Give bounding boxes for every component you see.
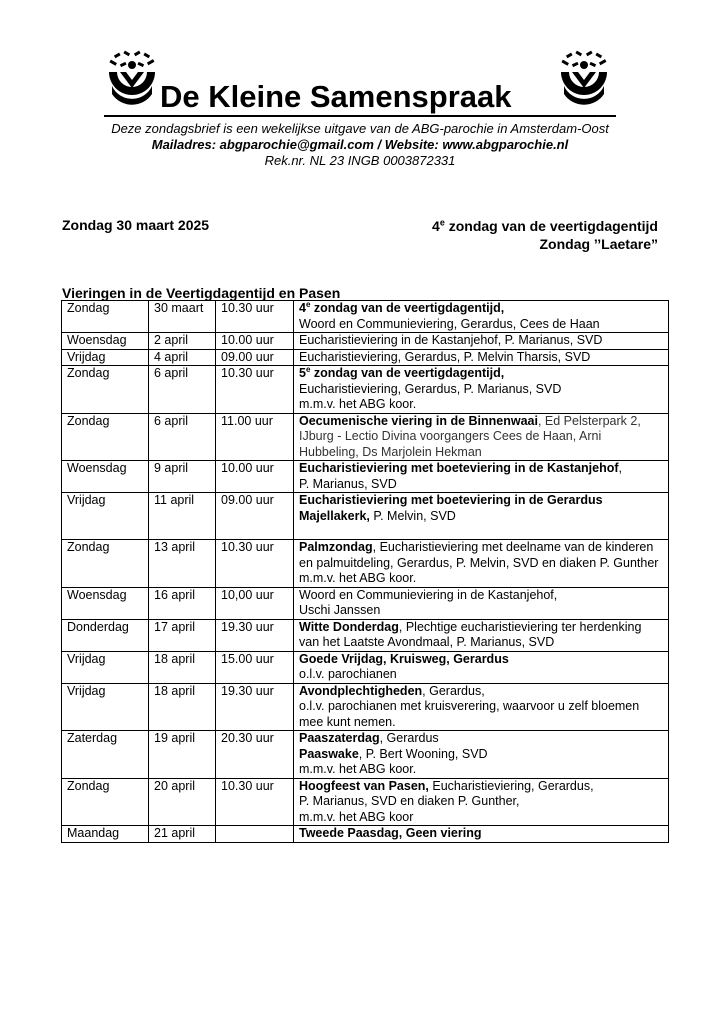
time-cell: 11.00 uur [216, 413, 294, 461]
parish-logo-icon [556, 50, 612, 108]
description-text: o.l.v. parochianen met kruisverering, waarvoor u zelf bloemen mee kunt nemen. [299, 699, 640, 729]
table-row [62, 651, 669, 683]
description-line [299, 366, 663, 382]
description-text: zondag van de veertigdagentijd, [310, 366, 505, 380]
description-text: Witte Donderdag [299, 619, 399, 634]
description-line [299, 382, 663, 398]
description-line: m.m.v. het ABG koor [299, 809, 414, 824]
date-cell: 21 april [149, 826, 216, 843]
date-cell: 30 maart [149, 301, 216, 333]
date-cell: 13 april [149, 540, 216, 588]
issue-date: Zondag 30 maart 2025 [62, 217, 210, 233]
date-cell: 2 april [149, 333, 216, 350]
day-cell: Maandag [62, 826, 149, 843]
description-text: Uschi Janssen [299, 603, 381, 617]
description-text: Hoogfeest van Pasen, [299, 778, 429, 793]
description-text: Paaswake [299, 746, 359, 761]
description-cell [294, 683, 669, 731]
table-row [62, 349, 669, 366]
date-cell: 20 april [149, 778, 216, 826]
description-text: Avondplechtigheden [299, 683, 423, 698]
day-cell: Zondag [62, 778, 149, 826]
title-underline [104, 115, 616, 117]
time-cell: 09.00 uur [216, 349, 294, 366]
description-text: 5 [299, 366, 306, 380]
table-row [62, 461, 669, 493]
description-line [299, 461, 663, 477]
sunday-title [432, 217, 658, 235]
day-cell: Zaterdag [62, 731, 149, 779]
description-line [299, 747, 663, 763]
description-line [299, 333, 663, 349]
description-line [299, 477, 663, 493]
description-line [299, 779, 663, 795]
description-line [299, 826, 663, 842]
description-cell [294, 778, 669, 826]
date-cell: 17 april [149, 619, 216, 651]
date-cell: 18 april [149, 651, 216, 683]
liturgical-sunday [432, 217, 658, 253]
description-line [299, 620, 663, 651]
description-cell [294, 493, 669, 540]
time-cell: 10.00 uur [216, 461, 294, 493]
description-text: , Eucharistieviering met deelname van de kinderen en palmuitdeling, Gerardus, P. Melvin, SVD en diaken P. Gunther [299, 540, 659, 570]
description-cell [294, 731, 669, 779]
contact-line: Mailadres: abgparochie@gmail.com / Website: www.abgparochie.nl [151, 137, 569, 152]
description-text: m.m.v. het ABG koor. [299, 571, 417, 585]
description-text: 4 [299, 301, 306, 315]
schedule-table [61, 300, 669, 843]
day-cell: Woensdag [62, 333, 149, 350]
time-cell: 10.30 uur [216, 366, 294, 414]
description-line [299, 540, 663, 571]
sunday-name: zondag van de veertigdagentijd [444, 218, 658, 234]
description-cell [294, 587, 669, 619]
table-row [62, 413, 669, 461]
description-text: Goede Vrijdag, Kruisweg, Gerardus [299, 651, 509, 666]
date-cell: 6 april [149, 366, 216, 414]
description-cell [294, 349, 669, 366]
day-cell: Zondag [62, 301, 149, 333]
day-cell: Woensdag [62, 587, 149, 619]
newsletter-subtitle: Deze zondagsbrief is een wekelijkse uitgave van de ABG-parochie in Amsterdam-Oost [111, 121, 609, 136]
time-cell: 15.00 uur [216, 651, 294, 683]
description-text: Palmzondag [299, 540, 373, 554]
table-row [62, 587, 669, 619]
description-text: Oecumenische viering in de Binnenwaai [299, 413, 538, 428]
description-line [299, 301, 663, 317]
time-cell: 19.30 uur [216, 619, 294, 651]
description-line [299, 794, 663, 810]
description-line [299, 667, 663, 683]
description-text: , P. Bert Wooning, SVD [358, 746, 488, 761]
description-text: Eucharistieviering in de Kastanjehof, P. Marianus, SVD [299, 333, 603, 347]
bank-account: Rek.nr. NL 23 INGB 0003872331 [264, 153, 456, 168]
description-text: zondag van de veertigdagentijd, [310, 301, 505, 315]
table-row [62, 333, 669, 350]
newsletter-title: De Kleine Samenspraak [160, 79, 512, 114]
description-text: Tweede Paasdag, Geen viering [299, 826, 482, 840]
description-text: Eucharistieviering, Gerardus, [428, 778, 594, 793]
time-cell: 09.00 uur [216, 493, 294, 540]
description-text: Woord en Communieviering, Gerardus, Cees de Haan [299, 316, 600, 331]
date-cell: 6 april [149, 413, 216, 461]
description-text: Paaszaterdag [299, 731, 380, 745]
date-cell: 18 april [149, 683, 216, 731]
description-cell [294, 301, 669, 333]
time-cell: 10.30 uur [216, 778, 294, 826]
day-cell: Donderdag [62, 619, 149, 651]
day-cell: Vrijdag [62, 651, 149, 683]
date-cell: 4 april [149, 349, 216, 366]
table-row [62, 366, 669, 414]
description-line [299, 603, 663, 619]
description-text: e [305, 299, 311, 309]
date-cell: 16 april [149, 587, 216, 619]
sunday-subtitle: Zondag ’’Laetare” [539, 236, 658, 252]
description-text: Eucharistieviering met boeteviering in de Kastanjehof [299, 461, 619, 475]
sunday-ordinal: e [439, 217, 445, 228]
description-line [299, 317, 663, 333]
time-cell: 10.30 uur [216, 301, 294, 333]
section-title: Vieringen in de Veertigdagentijd en Pasen [62, 285, 341, 301]
table-row [62, 778, 669, 826]
table-row [62, 540, 669, 588]
day-cell: Vrijdag [62, 493, 149, 540]
description-line [299, 350, 663, 366]
parish-logo-icon [104, 50, 160, 108]
time-cell: 20.30 uur [216, 731, 294, 779]
description-line [299, 731, 663, 747]
description-text: , Ed Pelsterpark 2, IJburg - Lectio Divina voorgangers Cees de Haan, Arni Hubbeling, Ds Marjolein Hekman [299, 413, 641, 459]
date-cell: 19 april [149, 731, 216, 779]
description-text: , Gerardus, [422, 683, 485, 698]
date-cell: 11 april [149, 493, 216, 540]
day-cell: Zondag [62, 413, 149, 461]
table-row [62, 493, 669, 540]
time-cell: 10.30 uur [216, 540, 294, 588]
table-row [62, 826, 669, 843]
description-cell [294, 366, 669, 414]
description-line [299, 684, 663, 700]
table-row [62, 619, 669, 651]
day-cell: Vrijdag [62, 683, 149, 731]
description-line [299, 652, 663, 668]
description-line [299, 493, 663, 524]
description-text: , Gerardus [379, 731, 439, 745]
description-text: Eucharistieviering, Gerardus, P. Marianus, SVD [299, 381, 562, 396]
description-text: P. Melvin, SVD [369, 508, 456, 523]
description-cell [294, 461, 669, 493]
sunday-number: 4 [432, 218, 440, 234]
description-line [299, 571, 663, 587]
description-line: m.m.v. het ABG koor. [299, 762, 417, 776]
description-cell [294, 826, 669, 843]
description-cell [294, 413, 669, 461]
description-line [299, 588, 663, 604]
description-cell [294, 540, 669, 588]
description-cell [294, 619, 669, 651]
description-text: e [305, 364, 311, 374]
time-cell [216, 826, 294, 843]
description-text: Eucharistieviering met boeteviering in de Gerardus Majellakerk, [299, 493, 603, 523]
day-cell: Vrijdag [62, 349, 149, 366]
time-cell: 10.00 uur [216, 333, 294, 350]
description-cell [294, 651, 669, 683]
day-cell: Woensdag [62, 461, 149, 493]
date-cell: 9 april [149, 461, 216, 493]
description-text: P. Marianus, SVD [299, 476, 397, 491]
table-row [62, 683, 669, 731]
description-text: , [618, 461, 623, 475]
table-row [62, 731, 669, 779]
day-cell: Zondag [62, 366, 149, 414]
description-text: , Plechtige eucharistieviering ter herdenking van het Laatste Avondmaal, P. Marianus, SVD [299, 619, 642, 649]
description-text: P. Marianus, SVD en diaken P. Gunther, [299, 794, 520, 808]
time-cell: 19.30 uur [216, 683, 294, 731]
description-line [299, 414, 663, 461]
description-line [299, 699, 663, 730]
description-line: m.m.v. het ABG koor. [299, 397, 417, 411]
description-text: o.l.v. parochianen [299, 667, 397, 681]
time-cell: 10,00 uur [216, 587, 294, 619]
day-cell: Zondag [62, 540, 149, 588]
description-text: Woord en Communieviering in de Kastanjehof, [299, 587, 558, 602]
table-row [62, 301, 669, 333]
description-text: Eucharistieviering, Gerardus, P. Melvin Tharsis, SVD [299, 349, 591, 364]
description-cell [294, 333, 669, 350]
